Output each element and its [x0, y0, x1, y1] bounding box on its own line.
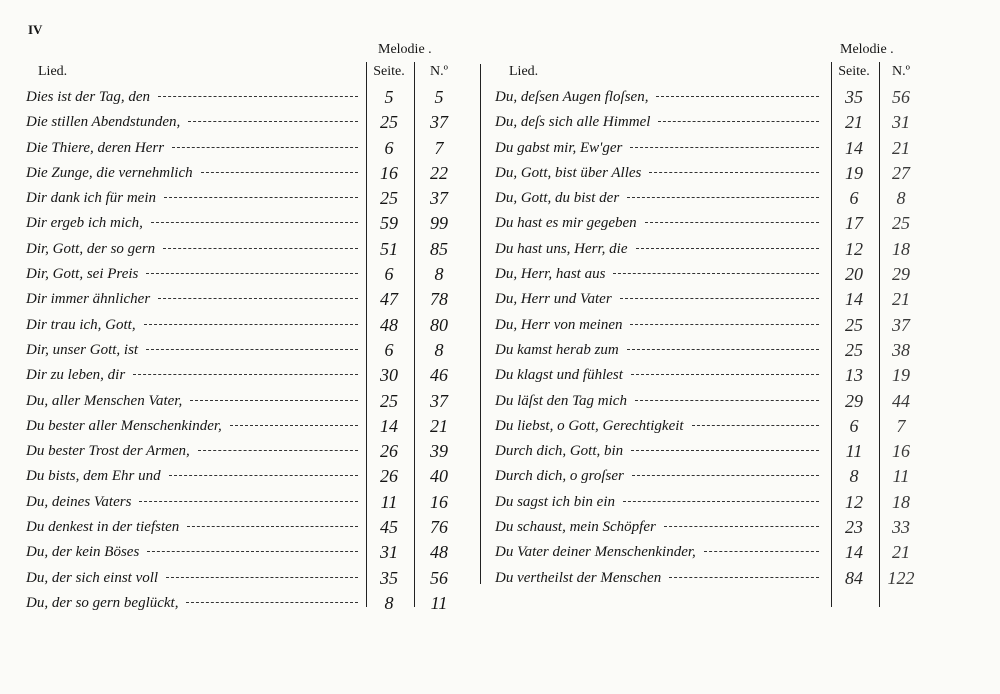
seite-value: 19: [845, 162, 863, 183]
index-rows-right: [495, 86, 925, 592]
seite-value: 21: [845, 112, 863, 133]
song-title: Du, Herr und Vater: [495, 291, 612, 308]
index-entry: [26, 541, 466, 566]
nr-value: 85: [430, 238, 448, 259]
index-entry: [495, 390, 925, 415]
song-title: Du gabst mir, Ew'ger: [495, 139, 623, 156]
nr-header: N.º: [892, 64, 910, 79]
nr-header: N.º: [430, 64, 448, 79]
index-entry: [495, 567, 925, 592]
song-title: Du hast es mir gegeben: [495, 215, 637, 232]
index-entry: [26, 415, 466, 440]
nr-value: 76: [430, 517, 448, 538]
seite-value: 84: [845, 567, 863, 588]
seite-value: 20: [845, 264, 863, 285]
column-headers: [26, 62, 466, 84]
leader-dots: [632, 475, 819, 476]
lied-header: Lied.: [509, 64, 539, 79]
nr-value: 46: [430, 365, 448, 386]
index-entry: [495, 465, 925, 490]
song-title: Die Zunge, die vernehmlich: [26, 164, 193, 181]
leader-dots: [166, 577, 358, 578]
nr-value: 25: [892, 213, 910, 234]
nr-value: 21: [430, 415, 448, 436]
seite-header: Seite.: [838, 64, 870, 79]
song-title: Dir, Gott, der so gern: [26, 240, 156, 257]
seite-value: 35: [845, 87, 863, 107]
song-title: Dir dank ich für mein: [26, 190, 156, 207]
page-number: IV: [28, 22, 43, 37]
leader-dots: [146, 349, 358, 350]
nr-value: 99: [430, 213, 448, 234]
leader-dots: [631, 374, 819, 375]
seite-value: 12: [845, 491, 863, 512]
seite-value: 23: [845, 517, 863, 538]
seite-value: 12: [845, 238, 863, 259]
nr-value: 29: [892, 264, 910, 285]
leader-dots: [658, 121, 819, 122]
index-entry: [26, 465, 466, 490]
index-entry: [26, 137, 466, 162]
index-entry: [26, 364, 466, 389]
leader-dots: [133, 374, 358, 375]
nr-value: 40: [430, 466, 448, 487]
song-title: Du, Herr von meinen: [495, 316, 623, 333]
nr-value: 18: [892, 491, 910, 512]
nr-value: 22: [430, 162, 448, 183]
index-entry: [495, 364, 925, 389]
song-title: Du, Herr, hast aus: [495, 266, 606, 283]
leader-dots: [631, 450, 819, 451]
leader-dots: [158, 96, 358, 97]
index-entry: [495, 541, 925, 566]
lied-header: Lied.: [38, 64, 68, 79]
song-title: Du bester Trost der Armen,: [26, 443, 190, 460]
nr-value: 56: [892, 87, 910, 107]
song-title: Du sagst ich bin ein: [495, 493, 615, 510]
nr-value: 19: [892, 365, 910, 386]
seite-value: 6: [849, 415, 859, 436]
nr-value: 7: [434, 137, 444, 158]
nr-value: 37: [430, 112, 448, 133]
nr-value: 21: [892, 289, 910, 310]
nr-value: 7: [896, 415, 906, 436]
song-title: Du, Gott, bist über Alles: [495, 164, 642, 181]
song-title: Durch dich, Gott, bin: [495, 443, 624, 460]
song-title: Du bists, dem Ehr und: [26, 468, 161, 485]
leader-dots: [630, 147, 819, 148]
column-headers: [495, 62, 925, 84]
index-entry: [495, 491, 925, 516]
seite-value: 8: [384, 592, 394, 613]
index-entry: [495, 440, 925, 465]
seite-value: 17: [845, 213, 863, 234]
nr-value: 21: [892, 137, 910, 158]
leader-dots: [704, 551, 819, 552]
index-entry: [26, 187, 466, 212]
leader-dots: [163, 248, 358, 249]
nr-value: 8: [434, 339, 444, 360]
seite-value: 6: [384, 137, 394, 158]
leader-dots: [636, 248, 819, 249]
seite-value: 35: [380, 567, 398, 588]
song-title: Du schaust, mein Schöpfer: [495, 519, 656, 536]
song-title: Du, deſsen Augen floſsen,: [495, 89, 649, 105]
leader-dots: [151, 222, 358, 223]
leader-dots: [664, 526, 819, 527]
index-entry: [495, 415, 925, 440]
seite-value: 13: [845, 365, 863, 386]
leader-dots: [188, 121, 358, 122]
leader-dots: [692, 425, 819, 426]
leader-dots: [144, 324, 358, 325]
seite-value: 25: [845, 314, 863, 335]
index-entry: [495, 516, 925, 541]
leader-dots: [627, 197, 819, 198]
index-entry: [26, 111, 466, 136]
seite-value: 25: [380, 112, 398, 133]
index-entry: [495, 212, 925, 237]
song-title: Dir, Gott, sei Preis: [26, 266, 139, 283]
index-entry: [26, 440, 466, 465]
seite-value: 11: [380, 491, 398, 512]
song-title: Du, deſs sich alle Himmel: [495, 114, 651, 131]
seite-value: 5: [384, 87, 394, 107]
song-title: Du, der sich einst voll: [26, 569, 159, 586]
leader-dots: [190, 400, 358, 401]
nr-value: 37: [430, 390, 448, 411]
index-entry: [26, 592, 466, 617]
song-title: Du bester aller Menschenkinder,: [26, 417, 222, 434]
seite-value: 31: [380, 542, 398, 563]
index-entry: [495, 288, 925, 313]
leader-dots: [230, 425, 358, 426]
seite-value: 26: [380, 466, 398, 487]
song-title: Du denkest in der tiefsten: [26, 519, 180, 536]
leader-dots: [169, 475, 358, 476]
index-entry: [26, 390, 466, 415]
song-title: Du hast uns, Herr, die: [495, 240, 628, 257]
column-separator: [480, 64, 481, 584]
leader-dots: [164, 197, 358, 198]
leader-dots: [656, 96, 819, 97]
index-entry: [495, 314, 925, 339]
seite-value: 14: [845, 289, 863, 310]
song-title: Du liebst, o Gott, Gerechtigkeit: [495, 417, 684, 434]
seite-value: 14: [380, 415, 398, 436]
seite-value: 14: [845, 137, 863, 158]
nr-value: 48: [430, 542, 448, 563]
nr-value: 16: [430, 491, 448, 512]
nr-value: 11: [430, 592, 448, 613]
leader-dots: [620, 298, 819, 299]
seite-value: 16: [380, 162, 398, 183]
index-rows-left: [26, 86, 466, 617]
leader-dots: [669, 577, 819, 578]
seite-value: 29: [845, 390, 863, 411]
seite-value: 48: [380, 314, 398, 335]
index-entry: [26, 212, 466, 237]
song-title: Dies ist der Tag, den: [26, 89, 151, 105]
nr-value: 11: [892, 466, 910, 487]
seite-value: 51: [380, 238, 398, 259]
seite-value: 6: [384, 264, 394, 285]
index-entry: [495, 111, 925, 136]
seite-header: Seite.: [373, 64, 405, 79]
leader-dots: [186, 602, 358, 603]
index-entry: [495, 263, 925, 288]
index-entry: [26, 263, 466, 288]
nr-value: 37: [892, 314, 910, 335]
seite-value: 11: [845, 441, 863, 462]
nr-value: 27: [892, 162, 910, 183]
index-entry: [495, 238, 925, 263]
leader-dots: [613, 273, 819, 274]
song-title: Dir immer ähnlicher: [26, 291, 151, 308]
seite-value: 6: [849, 188, 859, 209]
seite-value: 14: [845, 542, 863, 563]
index-entry: [495, 187, 925, 212]
index-entry: [495, 339, 925, 364]
leader-dots: [630, 324, 819, 325]
leader-dots: [649, 172, 819, 173]
nr-value: 38: [892, 339, 910, 360]
seite-value: 6: [384, 339, 394, 360]
song-title: Du Vater deiner Menschenkinder,: [495, 544, 696, 561]
nr-value: 78: [430, 289, 448, 310]
nr-value: 8: [434, 264, 444, 285]
index-entry: [495, 86, 925, 111]
index-entry: [26, 567, 466, 592]
nr-value: 8: [896, 188, 906, 209]
leader-dots: [139, 501, 358, 502]
index-entry: [495, 162, 925, 187]
nr-value: 122: [887, 567, 915, 588]
seite-value: 45: [380, 517, 398, 538]
song-title: Du, der kein Böses: [26, 544, 140, 561]
index-entry: [26, 162, 466, 187]
index-entry: [26, 238, 466, 263]
seite-value: 25: [845, 339, 863, 360]
song-title: Du kamst herab zum: [495, 341, 619, 358]
nr-value: 44: [892, 390, 910, 411]
leader-dots: [172, 147, 358, 148]
index-entry: [26, 491, 466, 516]
leader-dots: [198, 450, 358, 451]
leader-dots: [645, 222, 819, 223]
song-title: Dir ergeb ich mich,: [26, 215, 143, 232]
nr-value: 21: [892, 542, 910, 563]
seite-value: 59: [380, 213, 398, 234]
song-title: Du, aller Menschen Vater,: [26, 392, 183, 409]
seite-value: 25: [380, 390, 398, 411]
song-title: Du, deines Vaters: [26, 493, 132, 510]
nr-value: 31: [892, 112, 910, 133]
leader-dots: [146, 273, 358, 274]
index-entry: [26, 288, 466, 313]
nr-value: 18: [892, 238, 910, 259]
song-title: Die Thiere, deren Herr: [26, 139, 165, 156]
nr-value: 56: [430, 567, 448, 588]
song-title: Dir zu leben, dir: [26, 367, 126, 384]
song-title: Du, der so gern beglückt,: [26, 594, 179, 611]
leader-dots: [201, 172, 358, 173]
index-entry: [26, 516, 466, 541]
index-entry: [26, 314, 466, 339]
leader-dots: [627, 349, 819, 350]
index-entry: [495, 137, 925, 162]
song-title: Die stillen Abendstunden,: [26, 114, 181, 131]
seite-value: 30: [380, 365, 398, 386]
seite-value: 47: [380, 289, 398, 310]
song-title: Dir, unser Gott, ist: [26, 341, 139, 358]
leader-dots: [147, 551, 358, 552]
song-title: Du klagst und fühlest: [495, 367, 623, 384]
nr-value: 33: [892, 517, 910, 538]
song-title: Dir trau ich, Gott,: [26, 316, 136, 333]
leader-dots: [187, 526, 358, 527]
nr-value: 80: [430, 314, 448, 335]
leader-dots: [635, 400, 819, 401]
melodie-header: Melodie .: [840, 42, 894, 57]
seite-value: 8: [849, 466, 859, 487]
nr-value: 39: [430, 441, 448, 462]
seite-value: 26: [380, 441, 398, 462]
seite-value: 25: [380, 188, 398, 209]
nr-value: 16: [892, 441, 910, 462]
song-title: Du läſst den Tag mich: [495, 392, 627, 409]
leader-dots: [158, 298, 358, 299]
song-title: Du, Gott, du bist der: [495, 190, 620, 207]
nr-value: 5: [434, 87, 444, 107]
index-entry: [26, 86, 466, 111]
song-title: Du vertheilst der Menschen: [495, 569, 662, 586]
song-title: Durch dich, o groſser: [495, 468, 624, 485]
melodie-header: Melodie .: [378, 42, 432, 57]
leader-dots: [623, 501, 819, 502]
nr-value: 37: [430, 188, 448, 209]
index-entry: [26, 339, 466, 364]
